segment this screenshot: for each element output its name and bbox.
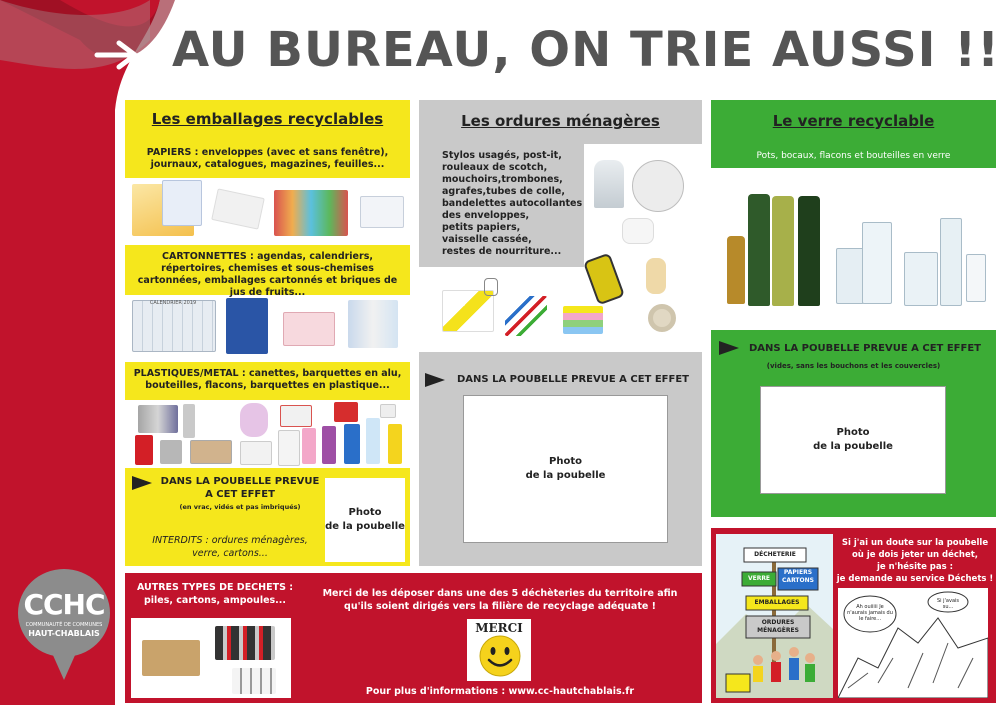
recyclables-bin-line1: DANS LA POUBELLE PREVUE: [160, 476, 320, 487]
ordures-item: des enveloppes,: [442, 210, 530, 221]
pink-bottle-image: [302, 428, 316, 464]
cardboard-box-image: [142, 640, 200, 676]
batteries-image: [215, 626, 275, 660]
title-arrow-icon: [93, 37, 143, 73]
recyclables-photo-line1: Photo: [348, 507, 382, 518]
post-it-image: [563, 306, 603, 334]
verre-items: Pots, bocaux, flacons et bouteilles en verre: [756, 151, 951, 161]
sign-emballages: EMBALLAGES: [754, 599, 800, 606]
ordures-item: vaisselle cassée,: [442, 234, 532, 245]
signpost-illustration: [716, 534, 833, 698]
ordures-item: restes de nourriture...: [442, 246, 562, 257]
paperclip-image: [484, 278, 498, 296]
sign-papiers: PAPIERS CARTONS: [782, 569, 814, 584]
ordures-list: [442, 150, 587, 258]
folder-image: [226, 298, 268, 354]
logo-line1: COMMUNAUTÉ DE COMMUNES: [25, 622, 103, 628]
cartoon-bubble: Ah ouiiiii Je n'aurais jamais du le faire...: [847, 604, 893, 622]
doute-line4: je demande au service Déchets !: [836, 574, 994, 584]
recyclables-bin-note: (en vrac, vidés et pas imbriqués): [179, 503, 301, 511]
doute-line1: Si j'ai un doute sur la poubelle: [841, 538, 989, 548]
calendar-image: [132, 300, 216, 352]
verre-arrow-icon: [719, 341, 739, 355]
ordures-heading: Les ordures ménagères: [461, 112, 660, 130]
doute-line3: je n'hésite pas :: [876, 562, 954, 572]
verre-bin-text: DANS LA POUBELLE PREVUE A CET EFFET: [748, 343, 982, 354]
highlighter-image: [442, 290, 494, 332]
tin-can-image: [160, 440, 182, 464]
ordures-item: petits papiers,: [442, 222, 521, 233]
bottle-image: [727, 236, 745, 304]
ordures-item: agrafes,tubes de colle,: [442, 186, 565, 197]
recyclables-interdits: INTERDITS : ordures ménagères, verre, cartons...: [152, 535, 308, 559]
autres-message-line2: qu'ils soient dirigés vers la filière de recyclage adéquate !: [344, 601, 656, 612]
sign-decheterie: DÉCHETERIE: [754, 551, 796, 558]
envelopes-image: [360, 196, 404, 228]
spray-can-image: [183, 404, 195, 438]
apple-core-image: [646, 258, 666, 294]
autres-heading-line1: AUTRES TYPES DE DECHETS :: [136, 582, 294, 593]
cartoon-bubble2: Si j'avais su...: [937, 598, 959, 610]
bags-image: [280, 405, 312, 427]
recyclables-arrow-icon: [132, 476, 152, 490]
autres-message-line1: Merci de les déposer dans une des 5 déchèteries du territoire afin: [322, 588, 678, 599]
ordures-item: bandelettes autocollantes: [442, 198, 583, 209]
recyclables-photo-line2: de la poubelle: [325, 521, 405, 532]
calendar-label: CALENDRIER 2019: [149, 300, 197, 306]
purple-bottle-image: [322, 426, 336, 464]
doute-line2: où je dois jeter un déchet,: [851, 550, 979, 560]
ordures-photo-line2: de la poubelle: [525, 470, 606, 481]
recyclables-photo-box: [325, 478, 405, 562]
bulbs-image: [232, 668, 276, 694]
sign-ordures: ORDURES MÉNAGÈRES: [757, 619, 799, 634]
box-image: [334, 402, 358, 422]
ordures-item: Stylos usagés, post-it,: [442, 150, 562, 161]
papiers-text: PAPIERS : enveloppes (avec et sans fenêtre), journaux, catalogues, magazines, feuilles...: [146, 147, 389, 170]
broken-plate-image: [632, 160, 684, 212]
cans-image: [138, 405, 178, 433]
info-link[interactable]: Pour plus d'informations : www.cc-hautchablais.fr: [365, 686, 635, 697]
tissue-image: [622, 218, 654, 244]
page-title: AU BUREAU, ON TRIE AUSSI !!: [172, 22, 1000, 78]
cartonnettes-text: CARTONNETTES : agendas, calendriers, répertoires, chemises et sous-chemises cartonnées, emballages cartonnés et briques de jus de fruits...: [137, 251, 398, 298]
bottle-image: [798, 196, 820, 306]
merci-text: MERCI: [475, 621, 523, 635]
alu-tray-image: [190, 440, 232, 464]
ordures-photo-box: [463, 395, 668, 543]
verre-bin-note: (vides, sans les bouchons et les couvercles): [766, 362, 941, 370]
pens-image: [505, 296, 547, 336]
white-bottles-image: [278, 430, 300, 466]
water-bottle-image: [366, 418, 380, 464]
broken-glass-image: [594, 160, 624, 208]
jar-image: [836, 248, 864, 304]
sign-verre: VERRE: [747, 575, 771, 582]
jar-image: [862, 222, 892, 304]
autres-heading-line2: piles, cartons, ampoules...: [143, 595, 287, 606]
recyclables-heading: Les emballages recyclables: [151, 110, 384, 128]
recyclables-bin-line2: A CET EFFET: [205, 489, 275, 500]
plastiques-text: PLASTIQUES/METAL : canettes, barquettes en alu, bouteilles, flacons, barquettes en plastique...: [133, 368, 402, 391]
notepad-white-image: [162, 180, 202, 226]
yellow-bottle-image: [388, 424, 402, 464]
ordures-item: mouchoirs,trombones,: [442, 174, 563, 185]
bottle-image: [772, 196, 794, 306]
verre-heading: Le verre recyclable: [772, 112, 935, 130]
ordures-bin-text: DANS LA POUBELLE PREVUE A CET EFFET: [456, 374, 690, 385]
verre-photo-box: [760, 386, 946, 494]
bottle-image: [940, 218, 962, 306]
verre-photo-line1: Photo: [836, 427, 870, 438]
red-can-image: [135, 435, 153, 465]
carton-box-image: [283, 312, 335, 346]
flacon-image: [966, 254, 986, 302]
ordures-item: rouleaux de scotch,: [442, 162, 548, 173]
ordures-arrow-icon: [425, 373, 445, 387]
bottle-image: [748, 194, 770, 306]
smiley-icon: [478, 634, 522, 678]
tape-image: [648, 304, 676, 332]
magazines-image: [274, 190, 348, 236]
logo-line2: HAUT-CHABLAIS: [28, 629, 100, 638]
blue-bottle-image: [344, 424, 360, 464]
plastic-tray-image: [240, 441, 272, 465]
jar-image: [904, 252, 938, 306]
ordures-photo-line1: Photo: [549, 456, 582, 467]
yoghurt-image: [380, 404, 396, 418]
verre-photo-line2: de la poubelle: [813, 441, 893, 452]
logo-acronym: CCHC: [23, 588, 105, 621]
juice-boxes-image: [348, 300, 398, 348]
plastic-bag-image: [240, 403, 268, 437]
